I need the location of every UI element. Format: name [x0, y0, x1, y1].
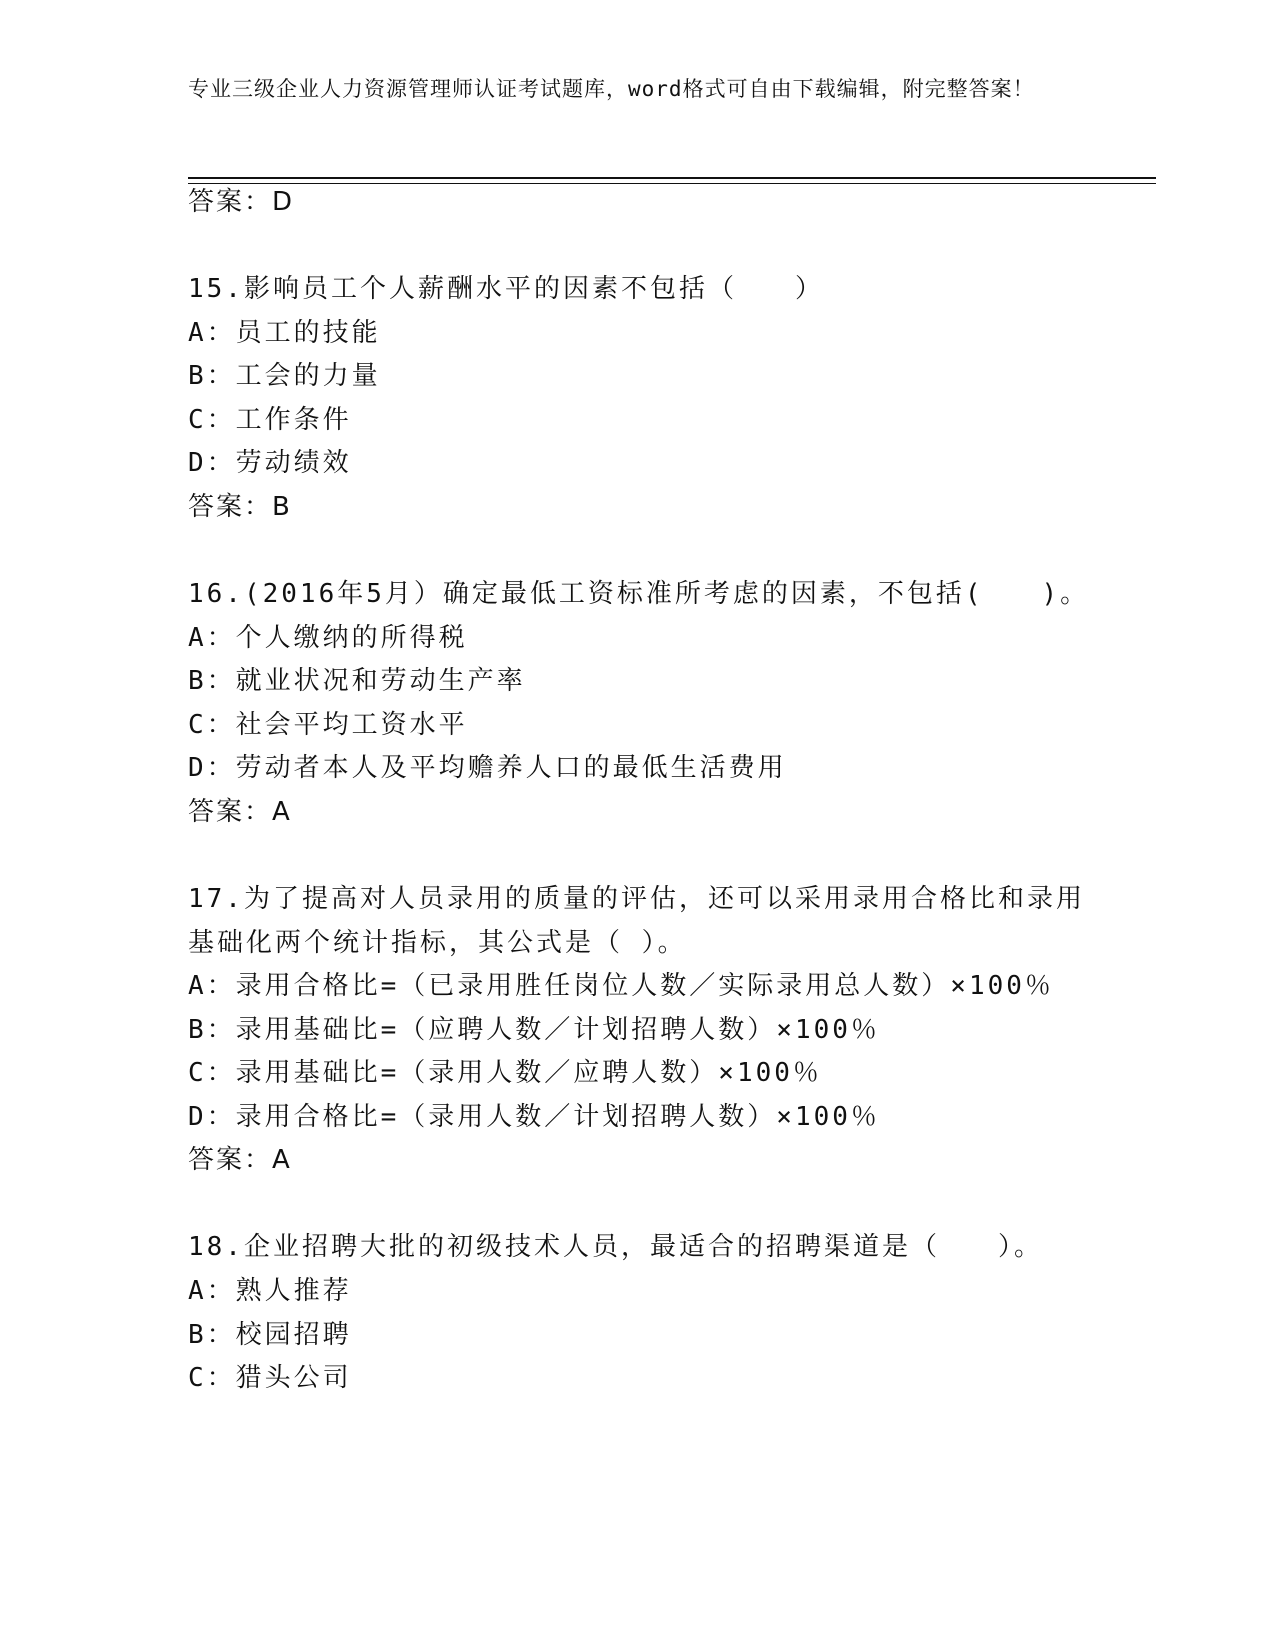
option-d: D：录用合格比=（录用人数／计划招聘人数）×100％: [188, 1102, 880, 1132]
question-stem-continued: 基础化两个统计指标，其公式是（ ）。: [188, 928, 687, 958]
option-b: B：就业状况和劳动生产率: [188, 666, 526, 696]
answer-line: 答案：A: [188, 797, 292, 827]
question-stem: 15.影响员工个人薪酬水平的因素不包括（ ）: [188, 274, 824, 304]
option-d: D：劳动者本人及平均赡养人口的最低生活费用: [188, 753, 787, 783]
option-c: C：猎头公司: [188, 1363, 352, 1393]
header-rule-thin: [188, 183, 1156, 184]
option-b: B：校园招聘: [188, 1320, 352, 1350]
answer-line: 答案：B: [188, 492, 292, 522]
answer-line: 答案：A: [188, 1145, 292, 1175]
option-a: A：熟人推荐: [188, 1276, 352, 1306]
option-a: A：员工的技能: [188, 318, 381, 348]
answer-line: 答案：D: [188, 187, 295, 217]
page-header: 专业三级企业人力资源管理师认证考试题库，word格式可自由下载编辑，附完整答案！: [188, 77, 1035, 101]
question-stem: 18.企业招聘大批的初级技术人员，最适合的招聘渠道是（ ）。: [188, 1232, 1043, 1262]
option-a: A：个人缴纳的所得税: [188, 623, 468, 653]
option-c: C：录用基础比=（录用人数／应聘人数）×100％: [188, 1058, 822, 1088]
option-d: D：劳动绩效: [188, 448, 352, 478]
option-b: B：录用基础比=（应聘人数／计划招聘人数）×100％: [188, 1015, 880, 1045]
header-rule-thick: [188, 177, 1156, 179]
option-c: C：社会平均工资水平: [188, 710, 468, 740]
question-stem: 16.(2016年5月）确定最低工资标准所考虑的因素，不包括( )。: [188, 579, 1090, 609]
option-b: B：工会的力量: [188, 361, 381, 391]
option-c: C：工作条件: [188, 405, 352, 435]
option-a: A：录用合格比=（已录用胜任岗位人数／实际录用总人数）×100％: [188, 971, 1054, 1001]
question-stem: 17.为了提高对人员录用的质量的评估，还可以采用录用合格比和录用: [188, 884, 1085, 914]
